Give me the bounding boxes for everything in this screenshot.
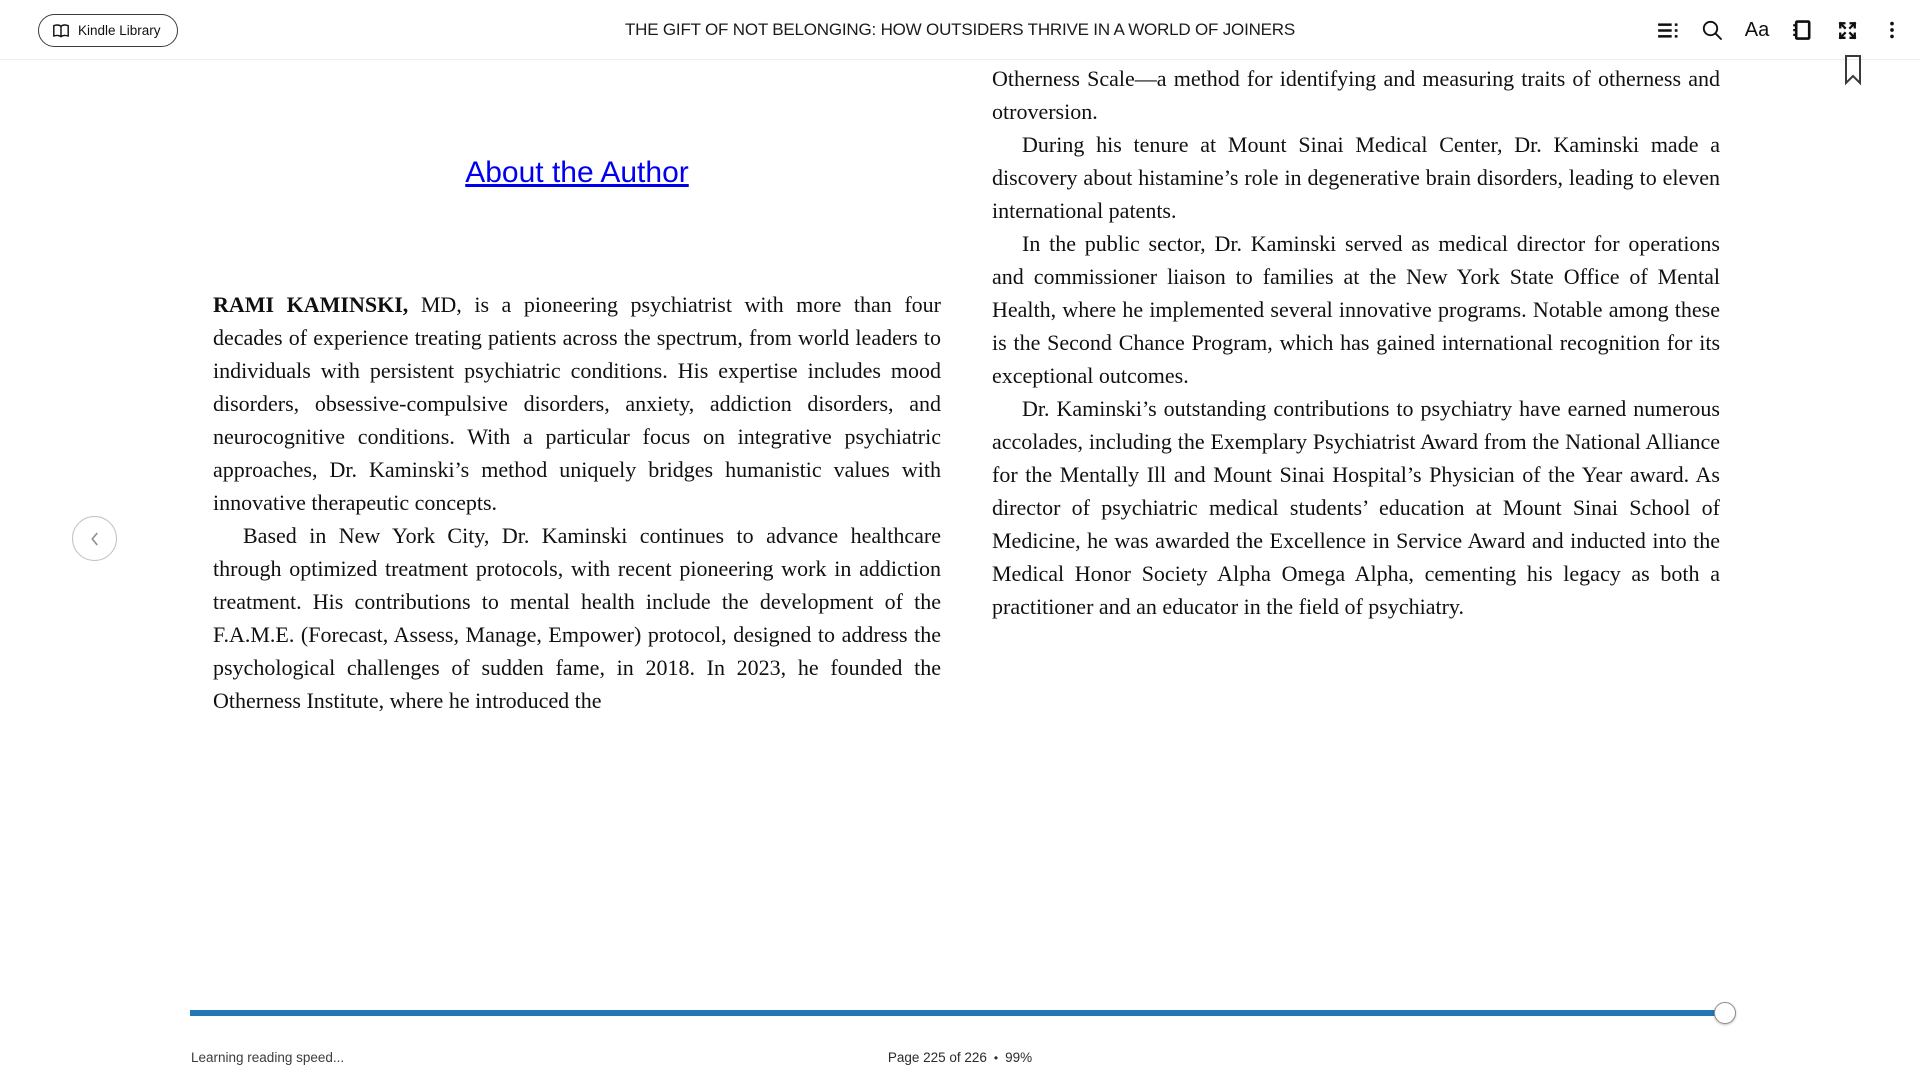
open-book-icon: [52, 23, 70, 39]
progress-track[interactable]: [190, 1010, 1741, 1016]
more-menu-icon[interactable]: [1874, 12, 1910, 48]
kindle-library-label: Kindle Library: [78, 23, 161, 38]
chevron-left-icon: [84, 528, 106, 550]
page-label: Page 225 of 226: [887, 1050, 987, 1065]
bio-paragraph-6: Dr. Kaminski’s outstanding contributions to psychiatry have earned numerous accolades, including the Exemplary Psychiatrist Award from the National Alliance for the Mentally Ill and Mount Sinai Hospital’s Physician of the Year award. As director of psychiatric medical students’ education at Mount Sinai School of Medicine, he was awarded the Excellence in Service Award and inducted into the Medical Honor Society Alpha Omega Alpha, cementing his legacy as both a practitioner and an educator in the field of psychiatry.: [992, 396, 1720, 619]
fullscreen-icon[interactable]: [1829, 12, 1865, 48]
bio-paragraph-1-text: MD, is a pioneering psychiatrist with more than four decades of experience treating patients across the spectrum, from world leaders to individuals with persistent psychiatric conditions. His expertise includes mood disorders, obsessive-compulsive disorders, anxiety, addiction disorders, and neurocognitive conditions. With a particular focus on integrative psychiatric approaches, Dr. Kaminski’s method uniquely bridges humanistic values with innovative therapeutic concepts.: [213, 292, 941, 515]
bookmark-icon[interactable]: [1842, 54, 1864, 91]
bio-paragraph-3: Otherness Scale—a method for identifying and measuring traits of otherness and otroversion.: [992, 66, 1720, 124]
bio-paragraph-2: Based in New York City, Dr. Kaminski continues to advance healthcare through optimized treatment protocols, with recent pioneering work in addiction treatment. His contributions to mental health include the development of the F.A.M.E. (Forecast, Assess, Manage, Empower) protocol, designed to address the psychological challenges of sudden fame, in 2018. In 2023, he founded the Otherness Institute, where he introduced the: [213, 523, 941, 713]
bio-paragraph-4: During his tenure at Mount Sinai Medical Center, Dr. Kaminski made a discovery about histamine’s role in degenerative brain disorders, leading to eleven international patents.: [992, 132, 1720, 223]
left-page: [213, 0, 941, 717]
aa-icon: Aa: [1744, 18, 1770, 41]
right-page: [992, 0, 1720, 623]
book-title: THE GIFT OF NOT BELONGING: HOW OUTSIDERS THRIVE IN A WORLD OF JOINERS: [624, 20, 1296, 39]
author-bio-left: [213, 288, 941, 717]
text-settings-button[interactable]: [1739, 12, 1775, 48]
notebook-icon[interactable]: [1784, 12, 1820, 48]
page-indicator: [0, 1050, 1920, 1065]
chapter-heading-link[interactable]: About the Author: [465, 156, 689, 189]
author-name: RAMI KAMINSKI,: [213, 292, 409, 317]
reading-speed-status: Learning reading speed...: [191, 1050, 345, 1065]
bio-paragraph-1: [213, 288, 941, 519]
previous-page-button[interactable]: [72, 516, 117, 561]
percent-read: 99%: [1005, 1050, 1033, 1065]
progress-handle[interactable]: [1714, 1002, 1736, 1024]
progress-fill: [190, 1010, 1725, 1016]
bullet-separator: •: [993, 1051, 999, 1065]
kindle-library-button[interactable]: [38, 14, 178, 47]
bio-paragraph-5: In the public sector, Dr. Kaminski served as medical director for operations and commissioner liaison to families at the New York State Office of Mental Health, where he implemented several innovative programs. Notable among these is the Second Chance Program, which has gained international recognition for its exceptional outcomes.: [992, 231, 1720, 388]
author-bio-right: [992, 62, 1720, 623]
